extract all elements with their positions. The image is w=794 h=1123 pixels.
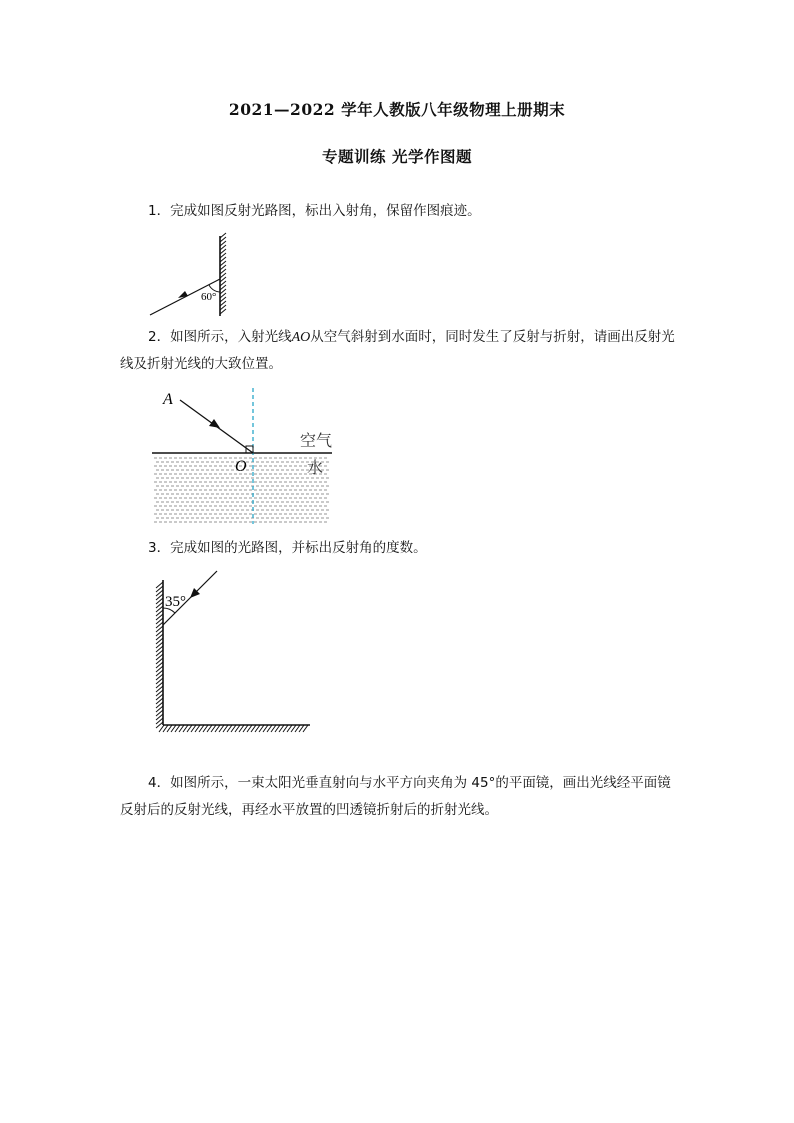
water-label: 水 [307, 458, 324, 477]
question-1 [120, 198, 680, 225]
angle-label: 35° [165, 594, 186, 610]
question-2-number: 2． [148, 329, 171, 345]
question-4-text: 如图所示，一束太阳光垂直射向与水平方向夹角为 45°的平面镜，画出光线经平面镜反射后的反射光线，再经水平放置的凹透镜折射后的折射光线。 [120, 775, 671, 818]
page-title: 2021—2022 学年人教版八年级物理上册期末 [228, 100, 566, 119]
question-2-ray-name: AO [291, 330, 311, 345]
figure-3-corner-mirror-diagram [150, 568, 320, 740]
question-2 [120, 324, 680, 378]
question-3-number: 3． [148, 540, 171, 556]
figure-2-refraction-diagram [150, 384, 350, 529]
question-1-text: 完成如图反射光路图，标出入射角，保留作图痕迹。 [170, 203, 481, 219]
question-4-number: 4． [148, 775, 171, 791]
ray-arrow [209, 419, 220, 428]
air-label: 空气 [300, 431, 333, 450]
question-3-text: 完成如图的光路图，并标出反射角的度数。 [170, 540, 427, 556]
angle-label: 60° [201, 291, 217, 303]
ray-arrow [178, 291, 188, 298]
question-2-text-after: 从空气斜射到水面时，同时发生了反射与折射，请画出反射光线及折射光线的大致位置。 [120, 329, 675, 372]
mirror-hatching [220, 233, 226, 314]
question-2-text-before: 如图所示，入射光线 [170, 329, 292, 345]
question-4 [120, 770, 680, 824]
point-a-label: A [163, 391, 173, 408]
page-subtitle: 专题训练 光学作图题 [322, 147, 472, 166]
horizontal-mirror-hatching [159, 725, 308, 732]
question-1-number: 1． [148, 203, 171, 219]
question-3 [120, 535, 680, 562]
vertical-mirror-hatching [156, 582, 163, 728]
figure-1-mirror-diagram [140, 232, 250, 322]
point-o-label: O [235, 458, 247, 475]
